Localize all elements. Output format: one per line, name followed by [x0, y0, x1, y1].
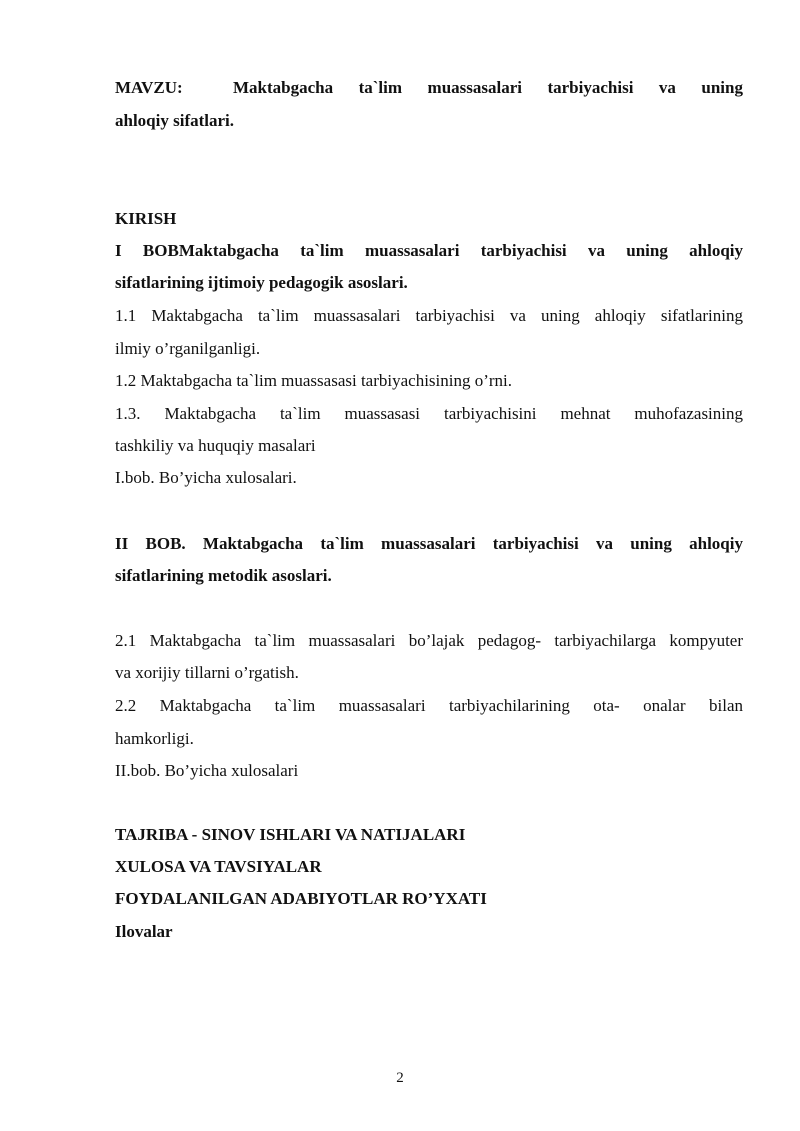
toc-appendices: Ilovalar [115, 922, 173, 941]
toc-chapter-1-line-2: sifatlarining ijtimoiy pedagogik asoslari. [115, 273, 408, 292]
toc-section-2-2-line-2: hamkorligi. [115, 729, 194, 748]
toc-chapter-2-line-1: II BOB. Maktabgacha ta`lim muassasalari tarbiyachisi va uning ahloqiy [115, 534, 743, 553]
toc-conclusions: XULOSA VA TAVSIYALAR [115, 857, 322, 876]
toc-chapter-2-conclusion: II.bob. Bo’yicha xulosalari [115, 761, 299, 780]
toc-chapter-1-line-1: I BOBMaktabgacha ta`lim muassasalari tarbiyachisi va uning ahloqiy [115, 241, 743, 260]
toc-chapter-1-conclusion: I.bob. Bo’yicha xulosalari. [115, 468, 297, 487]
toc-section-1-2: 1.2 Maktabgacha ta`lim muassasasi tarbiyachisining o’rni. [115, 371, 513, 390]
topic-title-start: Maktabgacha ta`lim muassasalari tarbiyachisi va uning [233, 78, 743, 97]
toc-section-1-1-line-2: ilmiy o’rganilganligi. [115, 339, 261, 358]
toc-section-2-1-line-1: 2.1 Maktabgacha ta`lim muassasalari bo’lajak pedagog- tarbiyachilarga kompyuter [115, 631, 743, 650]
toc-section-2-1-line-2: va xorijiy tillarni o’rgatish. [115, 663, 299, 682]
topic-line-2: ahloqiy sifatlari. [115, 111, 235, 130]
toc-references: FOYDALANILGAN ADABIYOTLAR RO’YXATI [115, 889, 487, 908]
toc-section-2-2-line-1: 2.2 Maktabgacha ta`lim muassasalari tarbiyachilarining ota- onalar bilan [115, 696, 743, 715]
toc-chapter-2-line-2: sifatlarining metodik asoslari. [115, 566, 332, 585]
toc-section-1-3-line-1: 1.3. Maktabgacha ta`lim muassasasi tarbiyachisini mehnat muhofazasining [115, 404, 743, 423]
toc-section-1-1-line-1: 1.1 Maktabgacha ta`lim muassasalari tarbiyachisi va uning ahloqiy sifatlarining [115, 306, 743, 325]
page-number: 2 [396, 1070, 404, 1086]
topic-line-1 [115, 78, 743, 98]
toc-intro: KIRISH [115, 209, 177, 228]
topic-label: MAVZU: [115, 78, 183, 97]
toc-section-1-3-line-2: tashkiliy va huquqiy masalari [115, 436, 316, 455]
toc-experiments: TAJRIBA - SINOV ISHLARI VA NATIJALARI [115, 825, 466, 844]
